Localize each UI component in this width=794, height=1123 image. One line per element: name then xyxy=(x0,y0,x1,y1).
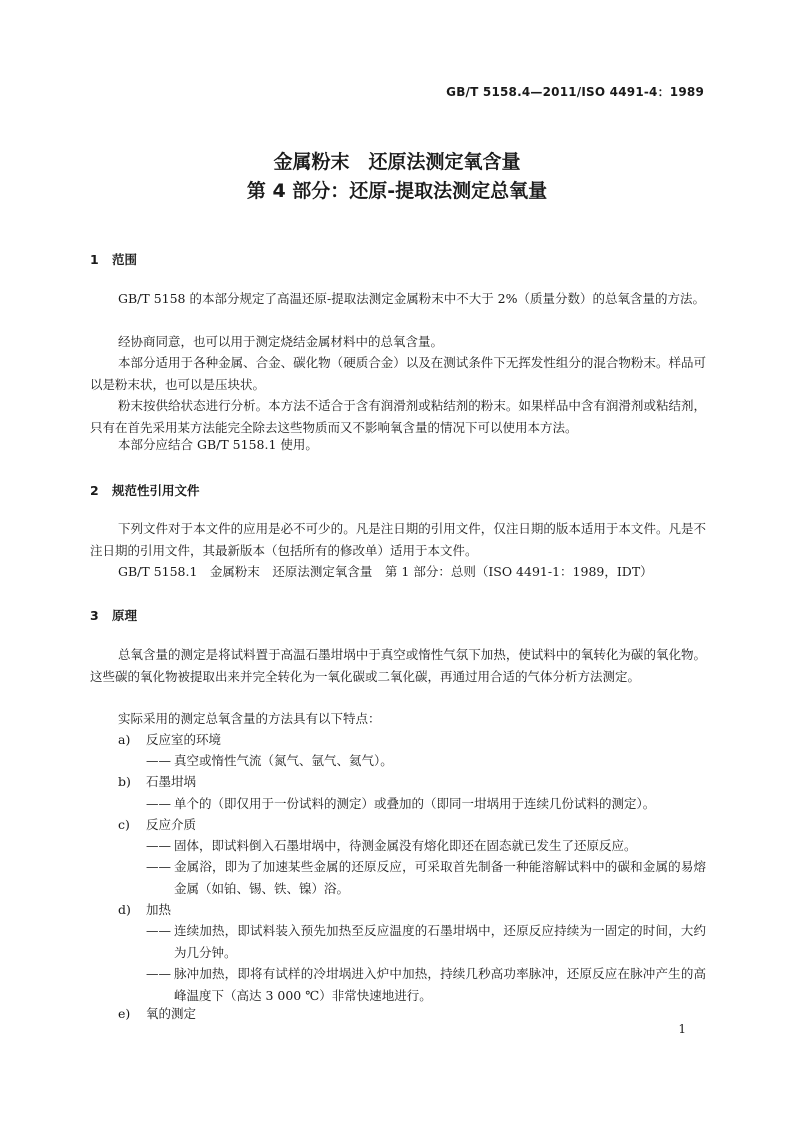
list-letter: e) xyxy=(118,1006,131,1021)
paragraph: GB/T 5158 的本部分规定了高温还原-提取法测定金属粉末中不大于 2%（质量分数）的总氧含量的方法。 xyxy=(118,291,706,306)
dash-list-item xyxy=(146,835,706,857)
section-title: 规范性引用文件 xyxy=(112,483,200,498)
dash-item-text: 单个的（即仅用于一份试料的测定）或叠加的（即同一坩埚用于连续几份试料的测定）。 xyxy=(174,796,656,811)
dash-item-text: 连续加热，即试料装入预先加热至反应温度的石墨坩埚中，还原反应持续为一固定的时间，大约为几分钟。 xyxy=(174,923,706,960)
list-item-label xyxy=(118,899,171,921)
paragraph: 本部分应结合 GB/T 5158.1 使用。 xyxy=(118,437,318,452)
list-label-text: 反应室的环境 xyxy=(146,732,222,747)
page-number: 1 xyxy=(678,1022,686,1036)
list-letter: d) xyxy=(118,902,131,917)
list-letter: c) xyxy=(118,817,130,832)
paragraph: 经协商同意，也可以用于测定烧结金属材料中的总氧含量。 xyxy=(118,334,444,349)
title-line-2: 第 4 部分：还原-提取法测定总氧量 xyxy=(246,180,548,202)
dash-item-text: 金属浴，即为了加速某些金属的还原反应，可采取首先制备一种能溶解试料中的碳和金属的易熔金属（如铂、锡、铁、镍）浴。 xyxy=(174,859,706,896)
list-letter: b) xyxy=(118,774,131,789)
paragraph: 实际采用的测定总氧含量的方法具有以下特点： xyxy=(118,711,381,726)
dash-marker: —— xyxy=(146,838,171,853)
section-title: 原理 xyxy=(112,608,138,623)
dash-list-item xyxy=(146,750,706,772)
dash-item-text: 固体，即试料倒入石墨坩埚中，待测金属没有熔化即还在固态就已发生了还原反应。 xyxy=(174,838,637,853)
dash-marker: —— xyxy=(146,966,171,981)
section-number: 1 xyxy=(90,252,99,267)
list-label-text: 加热 xyxy=(146,902,172,917)
list-item-label xyxy=(118,729,221,751)
dash-marker: —— xyxy=(146,753,171,768)
dash-item-text: 真空或惰性气流（氮气、氩气、氦气）。 xyxy=(174,753,393,768)
document-title xyxy=(0,148,794,206)
list-item-label xyxy=(118,771,196,793)
paragraph: 本部分适用于各种金属、合金、碳化物（硬质合金）以及在测试条件下无挥发性组分的混合物粉末。样品可以是粉末状，也可以是压块状。 xyxy=(90,355,706,392)
dash-list-item xyxy=(146,963,706,1006)
reference-entry: GB/T 5158.1 金属粉末 还原法测定氧含量 第 1 部分：总则（ISO 4491-1：1989，IDT） xyxy=(118,564,653,579)
list-label-text: 石墨坩埚 xyxy=(146,774,197,789)
dash-list-item xyxy=(146,856,706,899)
list-item-label xyxy=(118,814,196,836)
paragraph: 下列文件对于本文件的应用是必不可少的。凡是注日期的引用文件，仅注日期的版本适用于本文件。凡是不注日期的引用文件，其最新版本（包括所有的修改单）适用于本文件。 xyxy=(90,521,706,558)
section-title: 范围 xyxy=(112,252,138,267)
list-letter: a) xyxy=(118,732,131,747)
title-line-1: 金属粉末 还原法测定氧含量 xyxy=(273,151,521,173)
dash-marker: —— xyxy=(146,859,171,874)
paragraph: 粉末按供给状态进行分析。本方法不适合于含有润滑剂或粘结剂的粉末。如果样品中含有润滑剂或粘结剂，只有在首先采用某方法能完全除去这些物质而又不影响氧含量的情况下可以使用本方法。 xyxy=(90,398,706,435)
dash-marker: —— xyxy=(146,923,171,938)
section-number: 3 xyxy=(90,608,99,623)
section-number: 2 xyxy=(90,483,99,498)
dash-list-item xyxy=(146,793,706,815)
section-1-heading xyxy=(90,250,137,268)
section-3-heading xyxy=(90,606,137,624)
list-label-text: 氧的测定 xyxy=(146,1006,197,1021)
section-2-heading xyxy=(90,481,200,499)
list-label-text: 反应介质 xyxy=(146,817,197,832)
standard-number: GB/T 5158.4—2011/ISO 4491-4：1989 xyxy=(446,85,704,99)
list-item-label xyxy=(118,1003,196,1025)
paragraph: 总氧含量的测定是将试料置于高温石墨坩埚中于真空或惰性气氛下加热，使试料中的氧转化为碳的氧化物。这些碳的氧化物被提取出来并完全转化为一氧化碳或二氧化碳，再通过用合适的气体分析方法测定。 xyxy=(90,647,706,684)
dash-marker: —— xyxy=(146,796,171,811)
dash-list-item xyxy=(146,920,706,963)
dash-item-text: 脉冲加热，即将有试样的冷坩埚进入炉中加热，持续几秒高功率脉冲，还原反应在脉冲产生的高峰温度下（高达 3 000 ℃）非常快速地进行。 xyxy=(174,966,706,1003)
